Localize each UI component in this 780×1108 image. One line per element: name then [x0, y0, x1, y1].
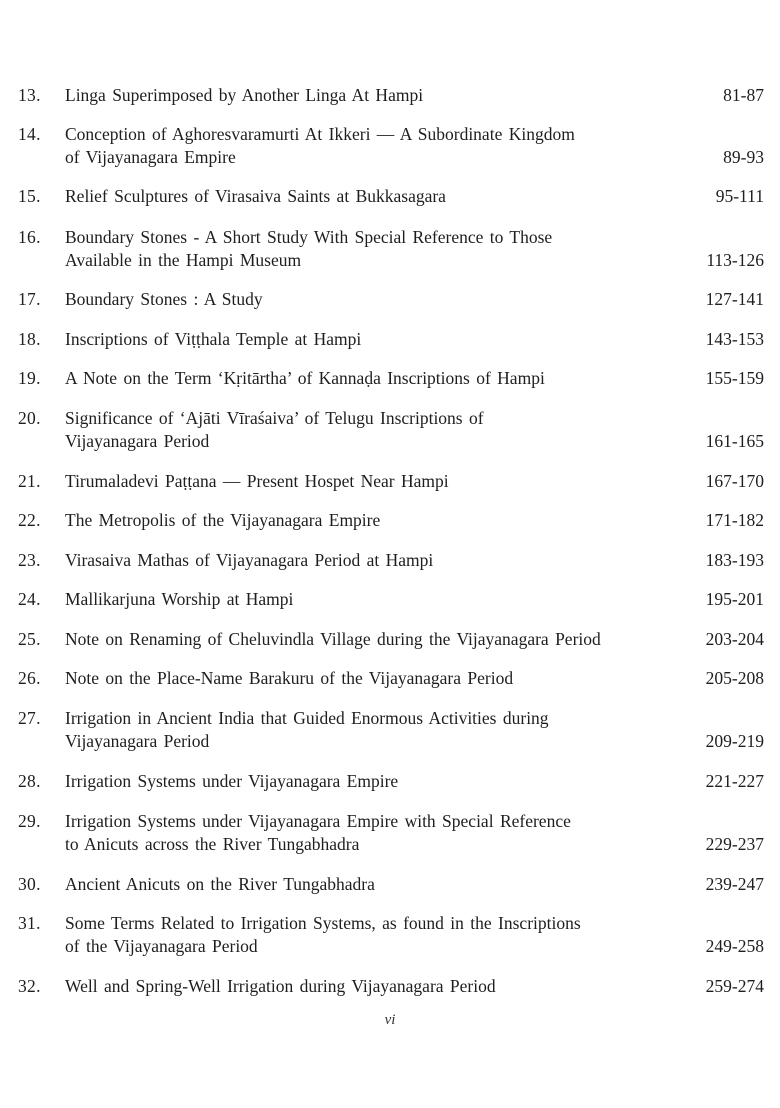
entry-title-line: Irrigation in Ancient India that Guided Enormous Activities during	[65, 708, 549, 728]
entry-title-line: Irrigation Systems under Vijayanagara Empire	[65, 771, 399, 791]
entry-pages: 143-153	[705, 329, 764, 349]
entry-pages: 81-87	[723, 85, 764, 105]
entry-title-line: Virasaiva Mathas of Vijayanagara Period at Hampi	[65, 550, 434, 570]
entry-title	[65, 367, 685, 390]
entry-title	[65, 185, 685, 208]
entry-number: 13.	[18, 85, 41, 105]
entry-pages: 249-258	[705, 936, 764, 956]
entry-title	[65, 912, 685, 958]
page-number: vi	[384, 1012, 396, 1028]
entry-title-line: Significance of ‘Ajāti Vīraśaiva’ of Telugu Inscriptions of	[65, 408, 484, 428]
entry-pages: 239-247	[705, 874, 764, 894]
entry-title	[65, 84, 685, 107]
entry-pages: 259-274	[705, 976, 764, 996]
entry-pages: 203-204	[705, 629, 764, 649]
entry-number: 23.	[18, 550, 41, 570]
entry-title-line: Boundary Stones : A Study	[65, 289, 263, 309]
entry-title-line: Available in the Hampi Museum	[65, 250, 302, 270]
entry-title	[65, 628, 685, 651]
entry-number: 31.	[18, 913, 41, 933]
entry-number: 20.	[18, 408, 41, 428]
entry-title-line: Tirumaladevi Paṭṭana — Present Hospet Near Hampi	[65, 471, 449, 491]
entry-title-line: The Metropolis of the Vijayanagara Empire	[65, 510, 381, 530]
entry-pages: 89-93	[723, 147, 764, 167]
entry-number: 14.	[18, 124, 41, 144]
entry-title	[65, 588, 685, 611]
entry-pages: 183-193	[705, 550, 764, 570]
entry-number: 21.	[18, 471, 41, 491]
entry-number: 25.	[18, 629, 41, 649]
entry-title	[65, 328, 685, 351]
entry-number: 27.	[18, 708, 41, 728]
entry-title-line: Vijayanagara Period	[65, 731, 210, 751]
entry-pages: 221-227	[705, 771, 764, 791]
entry-pages: 195-201	[705, 589, 764, 609]
entry-pages: 95-111	[715, 186, 764, 206]
entry-title	[65, 667, 685, 690]
entry-title	[65, 810, 685, 856]
entry-number: 17.	[18, 289, 41, 309]
entry-title	[65, 470, 685, 493]
entry-pages: 229-237	[705, 834, 764, 854]
entry-title-line: Boundary Stones - A Short Study With Special Reference to Those	[65, 227, 553, 247]
entry-number: 32.	[18, 976, 41, 996]
entry-title	[65, 707, 685, 753]
entry-number: 22.	[18, 510, 41, 530]
entry-title-line: to Anicuts across the River Tungabhadra	[65, 834, 360, 854]
entry-title-line: of the Vijayanagara Period	[65, 936, 258, 956]
entry-pages: 113-126	[706, 250, 764, 270]
entry-title-line: A Note on the Term ‘Kṛitārtha’ of Kannaḍa Inscriptions of Hampi	[65, 368, 545, 388]
entry-title-line: Note on Renaming of Cheluvindla Village during the Vijayanagara Period	[65, 629, 601, 649]
entry-number: 15.	[18, 186, 41, 206]
entry-number: 26.	[18, 668, 41, 688]
entry-title-line: Well and Spring-Well Irrigation during Vijayanagara Period	[65, 976, 496, 996]
entry-title	[65, 288, 685, 311]
entry-pages: 127-141	[705, 289, 764, 309]
entry-number: 28.	[18, 771, 41, 791]
entry-title-line: Ancient Anicuts on the River Tungabhadra	[65, 874, 375, 894]
entry-title-line: Note on the Place-Name Barakuru of the Vijayanagara Period	[65, 668, 514, 688]
entry-title-line: of Vijayanagara Empire	[65, 147, 236, 167]
entry-number: 29.	[18, 811, 41, 831]
entry-number: 18.	[18, 329, 41, 349]
entry-title-line: Relief Sculptures of Virasaiva Saints at Bukkasagara	[65, 186, 446, 206]
entry-title-line: Conception of Aghoresvaramurti At Ikkeri — A Subordinate Kingdom	[65, 124, 575, 144]
entry-title	[65, 873, 685, 896]
entry-title	[65, 123, 685, 169]
entry-title-line: Linga Superimposed by Another Linga At Hampi	[65, 85, 424, 105]
entry-title-line: Vijayanagara Period	[65, 431, 210, 451]
entry-pages: 205-208	[705, 668, 764, 688]
entry-pages: 161-165	[705, 431, 764, 451]
entry-pages: 167-170	[705, 471, 764, 491]
entry-title	[65, 549, 685, 572]
entry-pages: 209-219	[705, 731, 764, 751]
entry-title	[65, 226, 685, 272]
entry-title-line: Mallikarjuna Worship at Hampi	[65, 589, 294, 609]
entry-title-line: Some Terms Related to Irrigation Systems, as found in the Inscriptions	[65, 913, 581, 933]
entry-title-line: Irrigation Systems under Vijayanagara Empire with Special Reference	[65, 811, 571, 831]
entry-pages: 171-182	[705, 510, 764, 530]
entry-title	[65, 975, 685, 998]
entry-title	[65, 407, 685, 453]
entry-title	[65, 770, 685, 793]
entry-pages: 155-159	[705, 368, 764, 388]
entry-number: 24.	[18, 589, 41, 609]
entry-number: 30.	[18, 874, 41, 894]
entry-title	[65, 509, 685, 532]
entry-number: 19.	[18, 368, 41, 388]
entry-title-line: Inscriptions of Viṭṭhala Temple at Hampi	[65, 329, 362, 349]
entry-number: 16.	[18, 227, 41, 247]
